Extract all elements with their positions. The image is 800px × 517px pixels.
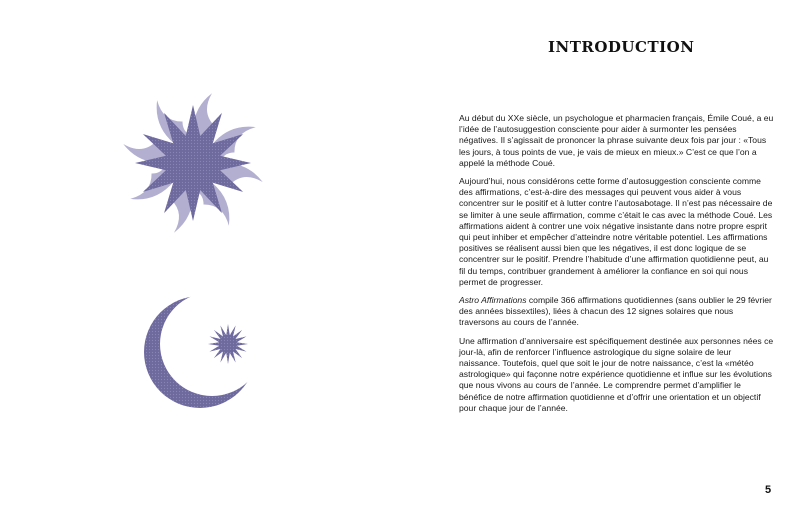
sun-icon [118, 88, 268, 238]
page-number: 5 [765, 484, 772, 496]
body-text [459, 113, 774, 421]
paragraph-1: Au début du XXe siècle, un psychologue et pharmacien français, Émile Coué, a eu l’idée de l’autosuggestion consciente pour aider à surmonter les pensées négatives. Il s’agissait de prononcer la phrase suivante deux fois par jour : «Tous les jours, à tous points de vue, je vais de mieux en mieux.» C’est ce que l’on a appelé la méthode Coué. [459, 113, 774, 168]
book-title: Astro Affirmations [459, 295, 527, 306]
paragraph-2: Aujourd’hui, nous considérons cette forme d’autosuggestion consciente comme des affirmations, c’est-à-dire des messages qui peuvent vous aider à vous concentrer sur le positif et à lutter contre l’autosabotage. Il n’est pas nécessaire de se limiter à une seule affirmation, comme c’était le cas avec la méthode Coué. Les affirmations aident à contrer une voix négative insistante dans notre propre esprit qui peut inhiber et empêcher d’atteindre notre véritable potentiel. Les affirmations positives se réalisent aussi bien que les négatives, il est donc logique de se concentrer sur le positif. Prendre l’habitude d’une affirmation quotidienne peut, au fil du temps, contribuer grandement à améliorer la confiance en soi qui nous permet de progresser. [459, 176, 773, 287]
paragraph-4: Une affirmation d’anniversaire est spécifiquement destinée aux personnes nées ce jour-là, afin de renforcer l’influence astrologique du signe solaire de leur naissance. Toutefois, quel que soit le jour de notre naissance, c’est la «météo astrologique» qui façonne notre expérience quotidienne et influe sur les évolutions que nous vivons au cours de l’année. Le comprendre permet d’amplifier le bénéfice de notre affirmation quotidienne et d’offrir une orientation et un objectif pour chaque jour de l’année. [459, 335, 774, 413]
paragraph-3-text: compile 366 affirmations quotidiennes (sans oublier le 29 février des années bissextiles), liées à chacun des 12 signes solaires que nous traversons au cours de l’année. [459, 295, 772, 328]
paragraph-3 [459, 295, 774, 329]
crescent-moon-star-icon [130, 282, 270, 422]
page-title: INTRODUCTION [548, 38, 695, 56]
